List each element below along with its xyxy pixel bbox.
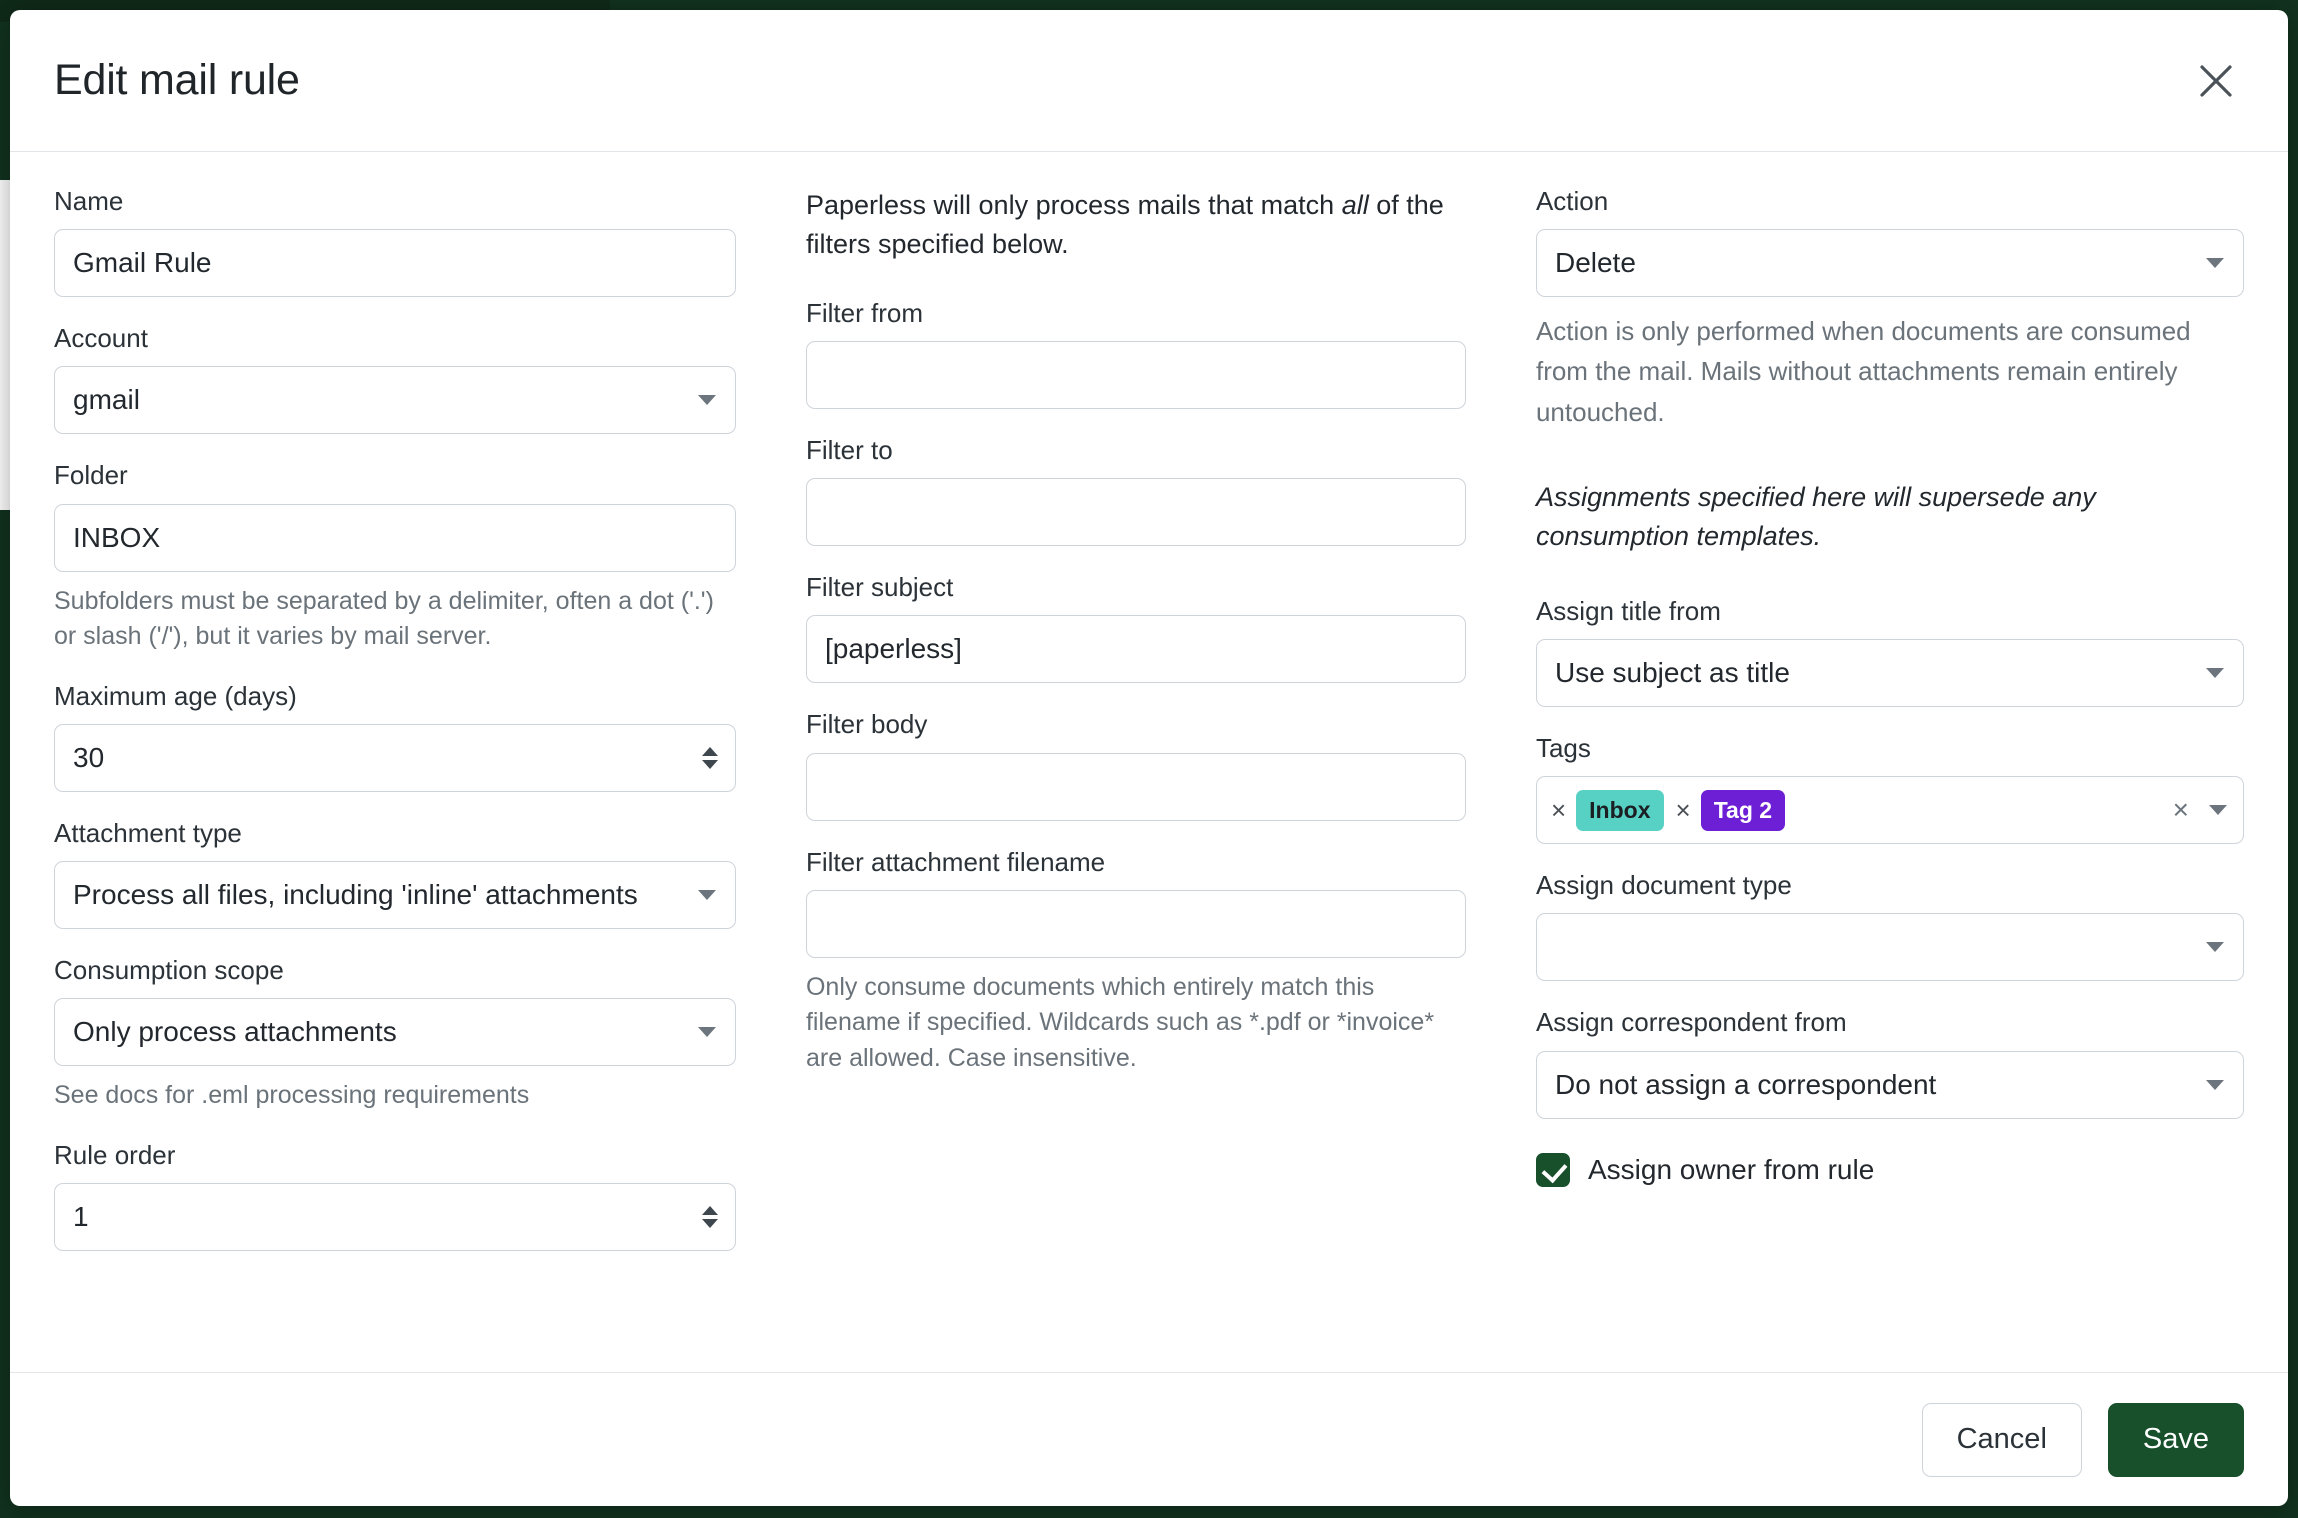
- stepper-down-icon[interactable]: [702, 760, 718, 769]
- attachment-type-select[interactable]: Process all files, including 'inline' attachments: [54, 861, 736, 929]
- assign-owner-label: Assign owner from rule: [1587, 1153, 1875, 1185]
- attachment-type-label: Attachment type: [54, 817, 242, 848]
- dialog-body: [10, 152, 2288, 1372]
- tag-chip[interactable]: [1551, 790, 1664, 831]
- tags-label: Tags: [1535, 733, 1591, 764]
- edit-mail-rule-dialog: [10, 10, 2288, 1506]
- tags-input[interactable]: [1536, 776, 2244, 844]
- account-label: Account: [54, 323, 148, 354]
- folder-help-text: Subfolders must be separated by a delimiter, often a dot ('.') or slash ('/'), but it varies by mail server.: [54, 586, 714, 651]
- filter-attachment-filename-group: [806, 847, 1466, 958]
- filter-subject-input[interactable]: [806, 615, 1466, 683]
- remove-tag-icon[interactable]: ×: [1550, 795, 1567, 826]
- folder-field-group: [54, 460, 736, 571]
- filter-attachment-help-text: Only consume documents which entirely match this filename if specified. Wildcards such as *.pdf or *invoice* are allowed. Case insensitive.: [805, 972, 1435, 1072]
- consumption-scope-select[interactable]: Only process attachments: [54, 998, 736, 1066]
- attachment-type-field-group: [54, 818, 736, 929]
- filters-intro-suffix: of the filters specified below.: [805, 190, 1444, 259]
- clear-all-tags-icon[interactable]: ×: [2172, 794, 2189, 826]
- assign-document-type-select-wrap[interactable]: [1536, 913, 2244, 981]
- assignments-note: Assignments specified here will supersede any consumption templates.: [1535, 482, 2096, 551]
- filter-to-group: [806, 435, 1466, 546]
- filter-from-group: [806, 298, 1466, 409]
- assign-correspondent-group: [1536, 1007, 2244, 1118]
- middle-column: [784, 186, 1514, 1372]
- account-select[interactable]: gmail: [54, 366, 736, 434]
- folder-label: Folder: [54, 460, 128, 491]
- action-group: [1536, 186, 2244, 297]
- filter-from-label: Filter from: [805, 297, 923, 328]
- stepper-up-icon[interactable]: [702, 1206, 718, 1215]
- remove-tag-icon[interactable]: ×: [1675, 795, 1691, 826]
- stepper-down-icon[interactable]: [702, 1219, 718, 1228]
- close-icon[interactable]: [2188, 53, 2244, 109]
- assign-title-select-wrap[interactable]: [1536, 639, 2244, 707]
- left-column: [54, 186, 784, 1372]
- assign-title-group: [1536, 596, 2244, 707]
- stepper-up-icon[interactable]: [702, 747, 718, 756]
- filter-attachment-filename-label: Filter attachment filename: [805, 846, 1106, 877]
- chevron-down-icon[interactable]: [2209, 805, 2227, 815]
- attachment-type-select-wrap[interactable]: [54, 861, 736, 929]
- assign-owner-row[interactable]: [1536, 1153, 2244, 1187]
- name-input[interactable]: [54, 229, 736, 297]
- background-page-sliver: [0, 180, 10, 510]
- action-select-wrap[interactable]: [1536, 229, 2244, 297]
- filter-subject-label: Filter subject: [805, 572, 954, 603]
- assign-correspondent-select-wrap[interactable]: [1536, 1051, 2244, 1119]
- quantity-stepper[interactable]: [702, 747, 718, 769]
- rule-order-field-group: [54, 1140, 736, 1251]
- dialog-header: [10, 10, 2288, 152]
- filter-body-group: [806, 709, 1466, 820]
- tag-pill-label: Inbox: [1576, 790, 1663, 831]
- filter-subject-group: [806, 572, 1466, 683]
- assign-correspondent-select[interactable]: Do not assign a correspondent: [1536, 1051, 2244, 1119]
- max-age-input[interactable]: [54, 724, 736, 792]
- max-age-label: Maximum age (days): [54, 680, 297, 711]
- tags-controls: [2173, 796, 2227, 824]
- account-select-wrap[interactable]: [54, 366, 736, 434]
- right-column: [1514, 186, 2244, 1372]
- assign-correspondent-label: Assign correspondent from: [1535, 1007, 1847, 1038]
- tags-group: [1536, 733, 2244, 844]
- filter-attachment-filename-input[interactable]: [806, 890, 1466, 958]
- assign-document-type-label: Assign document type: [1535, 870, 1792, 901]
- folder-input[interactable]: [54, 504, 736, 572]
- name-field-group: [54, 186, 736, 297]
- action-help-text: Action is only performed when documents are consumed from the mail. Mails without attachments remain entirely untouched.: [1535, 316, 2191, 427]
- rule-order-input[interactable]: [54, 1183, 736, 1251]
- filter-from-input[interactable]: [806, 341, 1466, 409]
- consumption-scope-label: Consumption scope: [54, 954, 284, 985]
- max-age-field-group: [54, 681, 736, 792]
- rule-order-input-wrap: [54, 1183, 736, 1251]
- consumption-scope-field-group: [54, 955, 736, 1066]
- tag-pill-label: Tag 2: [1701, 790, 1785, 831]
- filters-intro-emphasis: all: [1341, 190, 1369, 220]
- consumption-scope-select-wrap[interactable]: [54, 998, 736, 1066]
- dialog-title: Edit mail rule: [54, 56, 300, 104]
- consumption-scope-help-text: See docs for .eml processing requirements: [54, 1081, 530, 1110]
- assign-title-select[interactable]: Use subject as title: [1536, 639, 2244, 707]
- account-field-group: [54, 323, 736, 434]
- filter-to-label: Filter to: [805, 434, 893, 465]
- filter-to-input[interactable]: [806, 478, 1466, 546]
- tag-chip[interactable]: [1676, 790, 1786, 831]
- cancel-button[interactable]: Cancel: [1922, 1403, 2082, 1477]
- dialog-footer: [10, 1372, 2288, 1506]
- assign-document-type-group: [1536, 870, 2244, 981]
- filters-intro-prefix: Paperless will only process mails that match: [805, 190, 1342, 220]
- max-age-input-wrap: [54, 724, 736, 792]
- action-select[interactable]: Delete: [1536, 229, 2244, 297]
- filter-body-label: Filter body: [805, 709, 928, 740]
- quantity-stepper[interactable]: [702, 1206, 718, 1228]
- filter-body-input[interactable]: [806, 753, 1466, 821]
- save-button[interactable]: Save: [2108, 1403, 2244, 1477]
- action-label: Action: [1535, 186, 1609, 216]
- name-label: Name: [54, 186, 124, 216]
- filters-intro-text: [806, 186, 1466, 264]
- rule-order-label: Rule order: [54, 1139, 176, 1170]
- assign-document-type-select[interactable]: [1536, 913, 2244, 981]
- assign-title-label: Assign title from: [1535, 595, 1721, 626]
- assign-owner-checkbox[interactable]: [1536, 1153, 1570, 1187]
